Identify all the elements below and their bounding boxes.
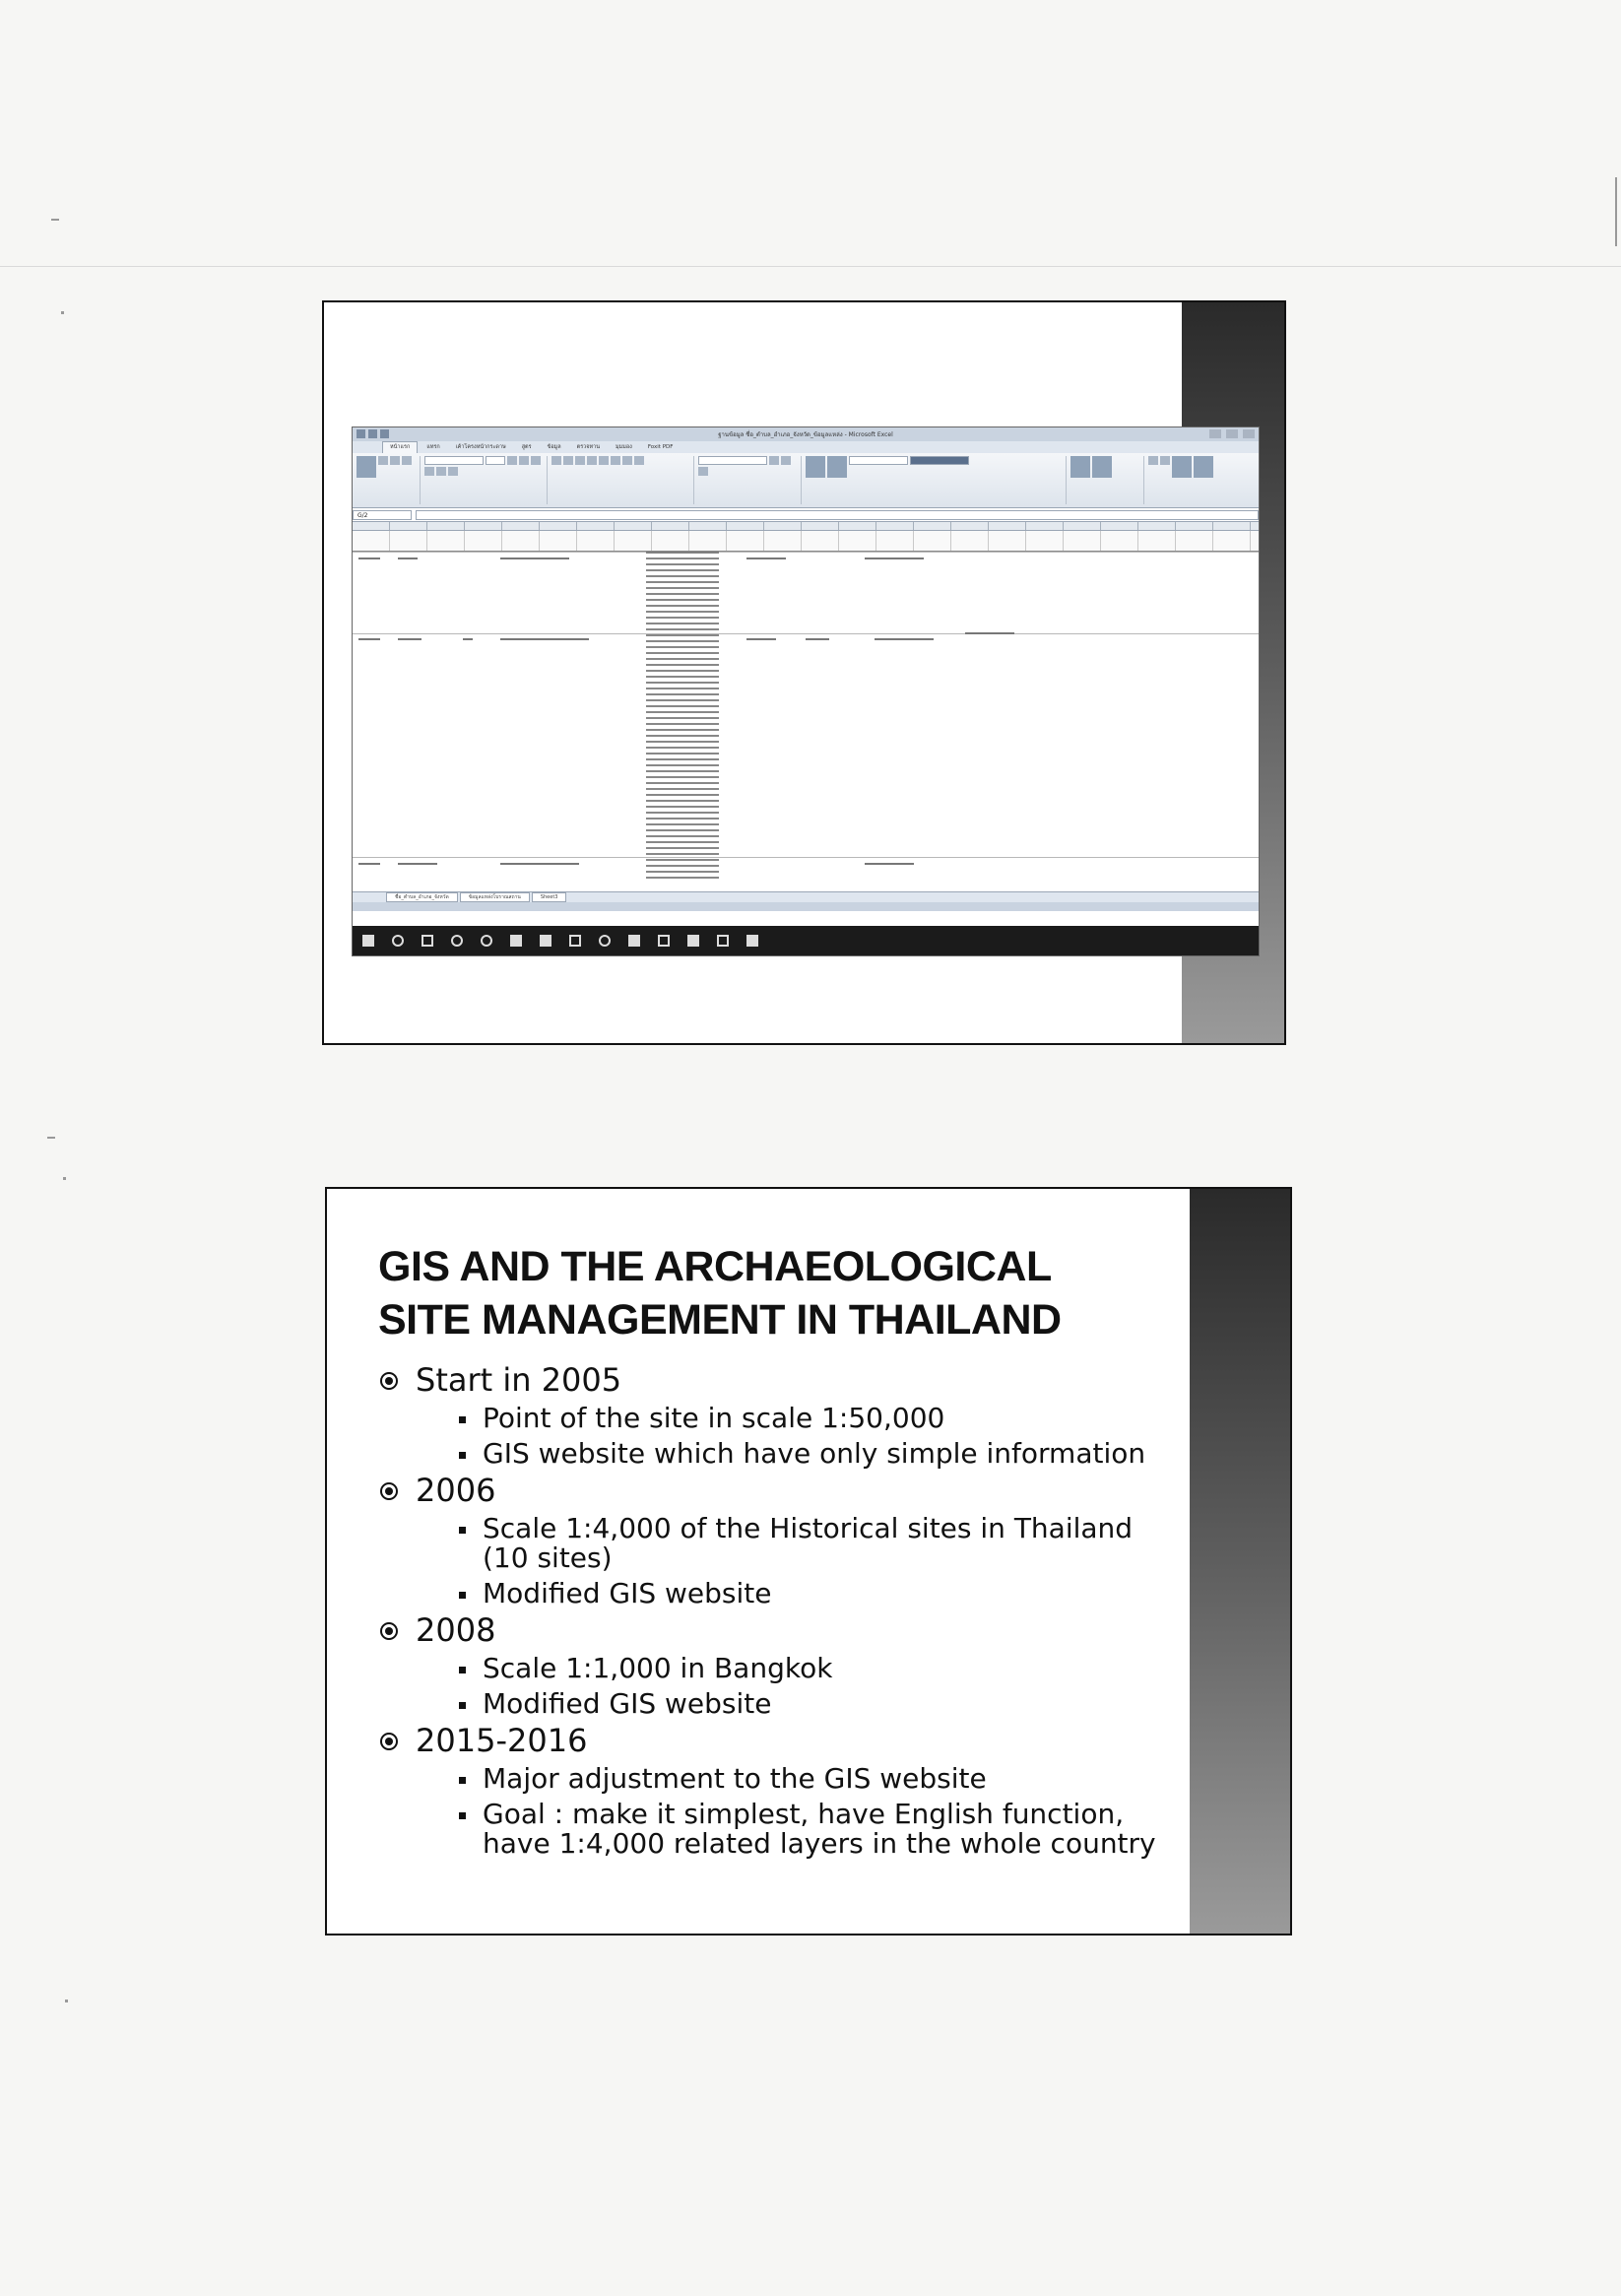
cell-style-box [849, 456, 908, 465]
font-color-icon [448, 467, 458, 476]
table-row [353, 633, 1259, 634]
powerpoint-icon [628, 935, 640, 947]
insert-cells-icon [1070, 456, 1090, 478]
cell-text [500, 638, 589, 640]
bullet-item [378, 1723, 1166, 1859]
window-controls [1209, 429, 1255, 438]
sub-bullet-item [453, 1764, 1166, 1794]
bullet-list [378, 1358, 1166, 1859]
sub-bullet-text: Goal : make it simplest, have English function, have 1:4,000 related layers in the whole country [483, 1798, 1156, 1860]
delete-cells-icon [1092, 456, 1112, 478]
copy-icon [390, 456, 400, 465]
formula-bar [353, 508, 1259, 522]
scan-mark [1615, 177, 1617, 246]
scan-mark [63, 1177, 66, 1180]
sheet-tab: ข้อมูลแหล่งโบราณสถาน [460, 892, 530, 902]
excel-ribbon [353, 453, 1259, 508]
format-painter-icon [402, 456, 412, 465]
sub-bullet-item [453, 1579, 1166, 1608]
bullet-item [378, 1362, 1166, 1469]
align-top-icon [551, 456, 561, 465]
currency-icon [769, 456, 779, 465]
cell-text [500, 863, 579, 865]
conditional-format-icon [806, 456, 825, 478]
long-text-column [646, 552, 719, 882]
scan-mark [47, 1137, 55, 1139]
fill-color-icon [436, 467, 446, 476]
font-name-box [424, 456, 484, 465]
formula-input [416, 510, 1259, 520]
scan-mark [65, 2000, 68, 2002]
excel-icon [658, 935, 670, 947]
excel-window [352, 426, 1260, 956]
underline-icon [531, 456, 541, 465]
editing-group [1148, 456, 1231, 504]
chrome-icon [451, 935, 463, 947]
clipboard-group [357, 456, 421, 504]
bullet-text: 2006 [416, 1472, 496, 1509]
circle-bullet-icon [380, 1733, 398, 1750]
align-right-icon [622, 456, 632, 465]
ribbon-tab: ตรวจทาน [576, 444, 600, 450]
sub-bullet-item [453, 1439, 1166, 1469]
square-bullet-icon [459, 1527, 466, 1534]
cell-text [398, 638, 421, 640]
sheet-tab: Sheet3 [532, 892, 567, 902]
font-group [424, 456, 548, 504]
slide-title: GIS AND THE ARCHAEOLOGICAL SITE MANAGEMENT IN THAILAND [378, 1243, 1062, 1344]
cell-text [875, 638, 934, 640]
sub-bullet-item [453, 1689, 1166, 1719]
square-bullet-icon [459, 1667, 466, 1673]
square-bullet-icon [459, 1452, 466, 1459]
styles-group [806, 456, 1067, 504]
table-row [353, 857, 1259, 858]
media-icon [599, 935, 611, 947]
square-bullet-icon [459, 1777, 466, 1784]
undo-icon [380, 429, 389, 438]
task-view-icon [421, 935, 433, 947]
sheet-tabs [353, 891, 1259, 902]
column-headers [353, 522, 1259, 531]
paste-icon [357, 456, 376, 478]
app-icon [717, 935, 729, 947]
app-icon [687, 935, 699, 947]
alignment-group [551, 456, 694, 504]
sub-bullet-text: Modified GIS website [483, 1687, 772, 1720]
ribbon-tabs [353, 441, 1259, 453]
search-icon [392, 935, 404, 947]
bullet-text: 2008 [416, 1611, 496, 1649]
bold-icon [507, 456, 517, 465]
cell-text [965, 632, 1014, 634]
square-bullet-icon [459, 1416, 466, 1423]
align-bottom-icon [575, 456, 585, 465]
page-fold-line [0, 266, 1621, 267]
cell-text [746, 558, 786, 559]
number-format-box [698, 456, 767, 465]
align-middle-icon [563, 456, 573, 465]
wrap-text-icon [587, 456, 597, 465]
spreadsheet-grid [353, 522, 1259, 891]
windows-taskbar [353, 926, 1259, 955]
fill-icon [1160, 456, 1170, 465]
font-size-box [486, 456, 505, 465]
name-box: G/2 [353, 510, 412, 520]
ribbon-tab: แทรก [426, 444, 440, 450]
store-icon [540, 935, 551, 947]
excel-title-bar [353, 427, 1259, 441]
start-icon [362, 935, 374, 947]
cell-text [746, 638, 776, 640]
cut-icon [378, 456, 388, 465]
quick-access-toolbar [357, 429, 389, 438]
excel-window-title: ฐานข้อมูล ชื่อ_ตำบล_อำเภอ_จังหวัด_ข้อมูลแหล่ง - Microsoft Excel [718, 431, 893, 438]
cell-text [865, 863, 914, 865]
sub-bullet-list [416, 1404, 1166, 1469]
bullet-item [378, 1612, 1166, 1719]
cell-text [865, 558, 924, 559]
comma-icon [698, 467, 708, 476]
align-center-icon [611, 456, 620, 465]
bullet-text: Start in 2005 [416, 1361, 622, 1399]
cell-text [398, 863, 437, 865]
ribbon-tab: สูตร [521, 444, 532, 450]
scan-mark [51, 219, 59, 221]
percent-icon [781, 456, 791, 465]
sub-bullet-text: Scale 1:1,000 in Bangkok [483, 1652, 833, 1684]
word-icon [569, 935, 581, 947]
sub-bullet-text: Point of the site in scale 1:50,000 [483, 1402, 945, 1434]
table-header-row [353, 531, 1259, 552]
sheet-tab: ชื่อ_ตำบล_อำเภอ_จังหวัด [386, 892, 458, 902]
sort-filter-icon [1172, 456, 1192, 478]
format-table-icon [827, 456, 847, 478]
cell-text [463, 638, 473, 640]
sub-bullet-item [453, 1514, 1166, 1573]
sub-bullet-list [416, 1764, 1166, 1859]
slide-side-bar [1190, 1189, 1290, 1934]
scan-mark [61, 311, 64, 314]
border-icon [424, 467, 434, 476]
sub-bullet-text: Scale 1:4,000 of the Historical sites in Thailand (10 sites) [483, 1512, 1134, 1574]
circle-bullet-icon [380, 1372, 398, 1390]
align-left-icon [599, 456, 609, 465]
ribbon-tab: เค้าโครงหน้ากระดาษ [455, 444, 506, 450]
bullet-text: 2015-2016 [416, 1722, 588, 1759]
cells-group [1070, 456, 1144, 504]
save-icon [368, 429, 377, 438]
cell-text [358, 638, 380, 640]
ribbon-tab: หน้าแรก [382, 441, 418, 453]
find-select-icon [1194, 456, 1213, 478]
sub-bullet-text: GIS website which have only simple information [483, 1437, 1146, 1470]
ribbon-tab: Foxit PDF [647, 444, 674, 450]
status-bar [353, 902, 1259, 911]
minimize-icon [1209, 429, 1221, 438]
table-row [353, 552, 1259, 553]
cell-text [358, 863, 380, 865]
slide-excel-screenshot [322, 300, 1286, 1045]
sub-bullet-text: Major adjustment to the GIS website [483, 1762, 987, 1795]
autosum-icon [1148, 456, 1158, 465]
square-bullet-icon [459, 1812, 466, 1819]
cell-style-box [910, 456, 969, 465]
app-icon [746, 935, 758, 947]
sub-bullet-list [416, 1514, 1166, 1608]
merge-icon [634, 456, 644, 465]
cell-text [398, 558, 418, 559]
sub-bullet-list [416, 1654, 1166, 1719]
number-group [698, 456, 802, 504]
slide-gis-timeline [325, 1187, 1292, 1935]
ribbon-tab: ข้อมูล [547, 444, 561, 450]
circle-bullet-icon [380, 1622, 398, 1640]
ribbon-tab: มุมมอง [615, 444, 632, 450]
edge-icon [481, 935, 492, 947]
office-button-icon [357, 429, 365, 438]
close-icon [1243, 429, 1255, 438]
explorer-icon [510, 935, 522, 947]
sub-bullet-item [453, 1800, 1166, 1859]
cell-text [500, 558, 569, 559]
cell-text [358, 558, 380, 559]
sub-bullet-item [453, 1654, 1166, 1683]
sub-bullet-item [453, 1404, 1166, 1433]
maximize-icon [1226, 429, 1238, 438]
square-bullet-icon [459, 1592, 466, 1599]
square-bullet-icon [459, 1702, 466, 1709]
cell-text [806, 638, 829, 640]
bullet-item [378, 1473, 1166, 1608]
italic-icon [519, 456, 529, 465]
circle-bullet-icon [380, 1482, 398, 1500]
sub-bullet-text: Modified GIS website [483, 1577, 772, 1609]
